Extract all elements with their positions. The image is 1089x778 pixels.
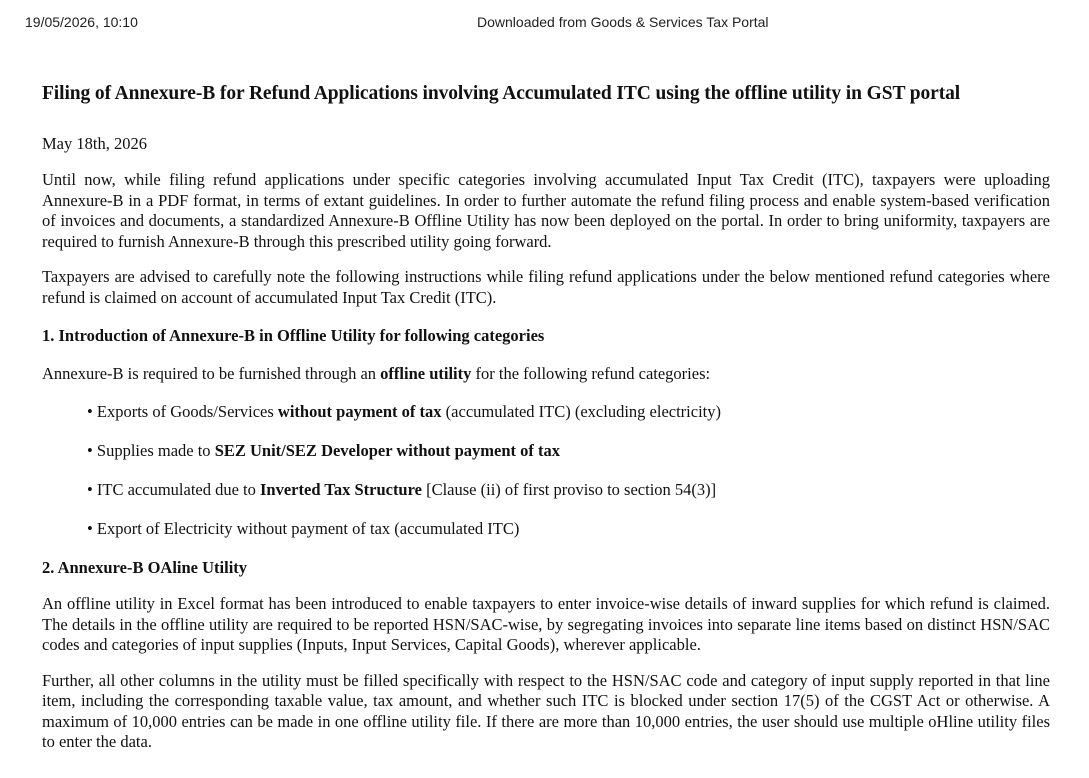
list-item-bold: Inverted Tax Structure — [260, 480, 422, 499]
print-datetime: 19/05/2026, 10:10 — [25, 14, 138, 30]
section2-paragraph-2: Further, all other columns in the utility must be filled specifically with respect to the HSN/SAC code and category of input supply reported in that line item, including the corresponding taxable value, tax amount, and whether such ITC is blocked under section 17(5) of the CGST Act or otherwise. A maximum of 10,000 entries can be made in one offline utility file. If there are more than 10,000 entries, the user should use multiple oHline utility files to enter the data. — [42, 670, 1050, 751]
section1-heading: 1. Introduction of Annexure-B in Offline Utility for following categories — [42, 326, 545, 345]
list-item-pre: • Export of Electricity without payment of tax (accumulated ITC) — [87, 519, 520, 538]
list-item-pre: • ITC accumulated due to — [87, 480, 261, 499]
print-header — [0, 14, 1089, 32]
list-item-pre: • Supplies made to — [87, 441, 215, 460]
section1-intro-post: for the following refund categories: — [471, 364, 711, 383]
paragraph-advisory: Taxpayers are advised to carefully note the following instructions while filing refund applications under the below mentioned refund categories where refund is claimed on account of accumulated Input Tax Credit (ITC). — [42, 267, 1050, 307]
article-date: May 18th, 2026 — [42, 134, 147, 153]
section1-intro — [42, 363, 1050, 385]
print-source: Downloaded from Goods & Services Tax Portal — [477, 14, 769, 30]
refund-category-list — [42, 401, 1050, 540]
document-body — [42, 80, 1050, 753]
list-item-bold: SEZ Unit/SEZ Developer without payment of tax — [214, 441, 560, 460]
list-item — [87, 479, 1050, 501]
section2-heading: 2. Annexure-B OAline Utility — [42, 558, 248, 577]
list-item-bold: without payment of tax — [277, 402, 442, 421]
article-title: Filing of Annexure-B for Refund Applications involving Accumulated ITC using the offline utility in GST portal — [42, 83, 961, 104]
list-item — [87, 401, 1050, 423]
list-item-pre: • Exports of Goods/Services — [87, 402, 278, 421]
list-item — [87, 440, 1050, 462]
paragraph-intro: Until now, while filing refund applications under specific categories involving accumulated Input Tax Credit (ITC), taxpayers were uploading Annexure-B in a PDF format, in terms of extant guidelines. In order to further automate the refund filing process and enable system-based verification of invoices and documents, a standardized Annexure-B Offline Utility has now been deployed on the portal. In order to bring uniformity, taxpayers are required to furnish Annexure-B through this prescribed utility going forward. — [42, 170, 1050, 251]
list-item-post: [Clause (ii) of first proviso to section 54(3)] — [421, 480, 717, 499]
section2-paragraph-1: An offline utility in Excel format has been introduced to enable taxpayers to enter invoice-wise details of inward supplies for which refund is claimed. The details in the offline utility are required to be reported HSN/SAC-wise, by segregating invoices into separate line items based on distinct HSN/SAC codes and categories of input supplies (Inputs, Input Services, Capital Goods), wherever applicable. — [42, 594, 1050, 654]
list-item — [87, 518, 1050, 540]
list-item-post: (accumulated ITC) (excluding electricity) — [441, 402, 721, 421]
section1-intro-pre: Annexure-B is required to be furnished through an — [42, 364, 381, 383]
section1-intro-bold: offline utility — [380, 364, 472, 383]
